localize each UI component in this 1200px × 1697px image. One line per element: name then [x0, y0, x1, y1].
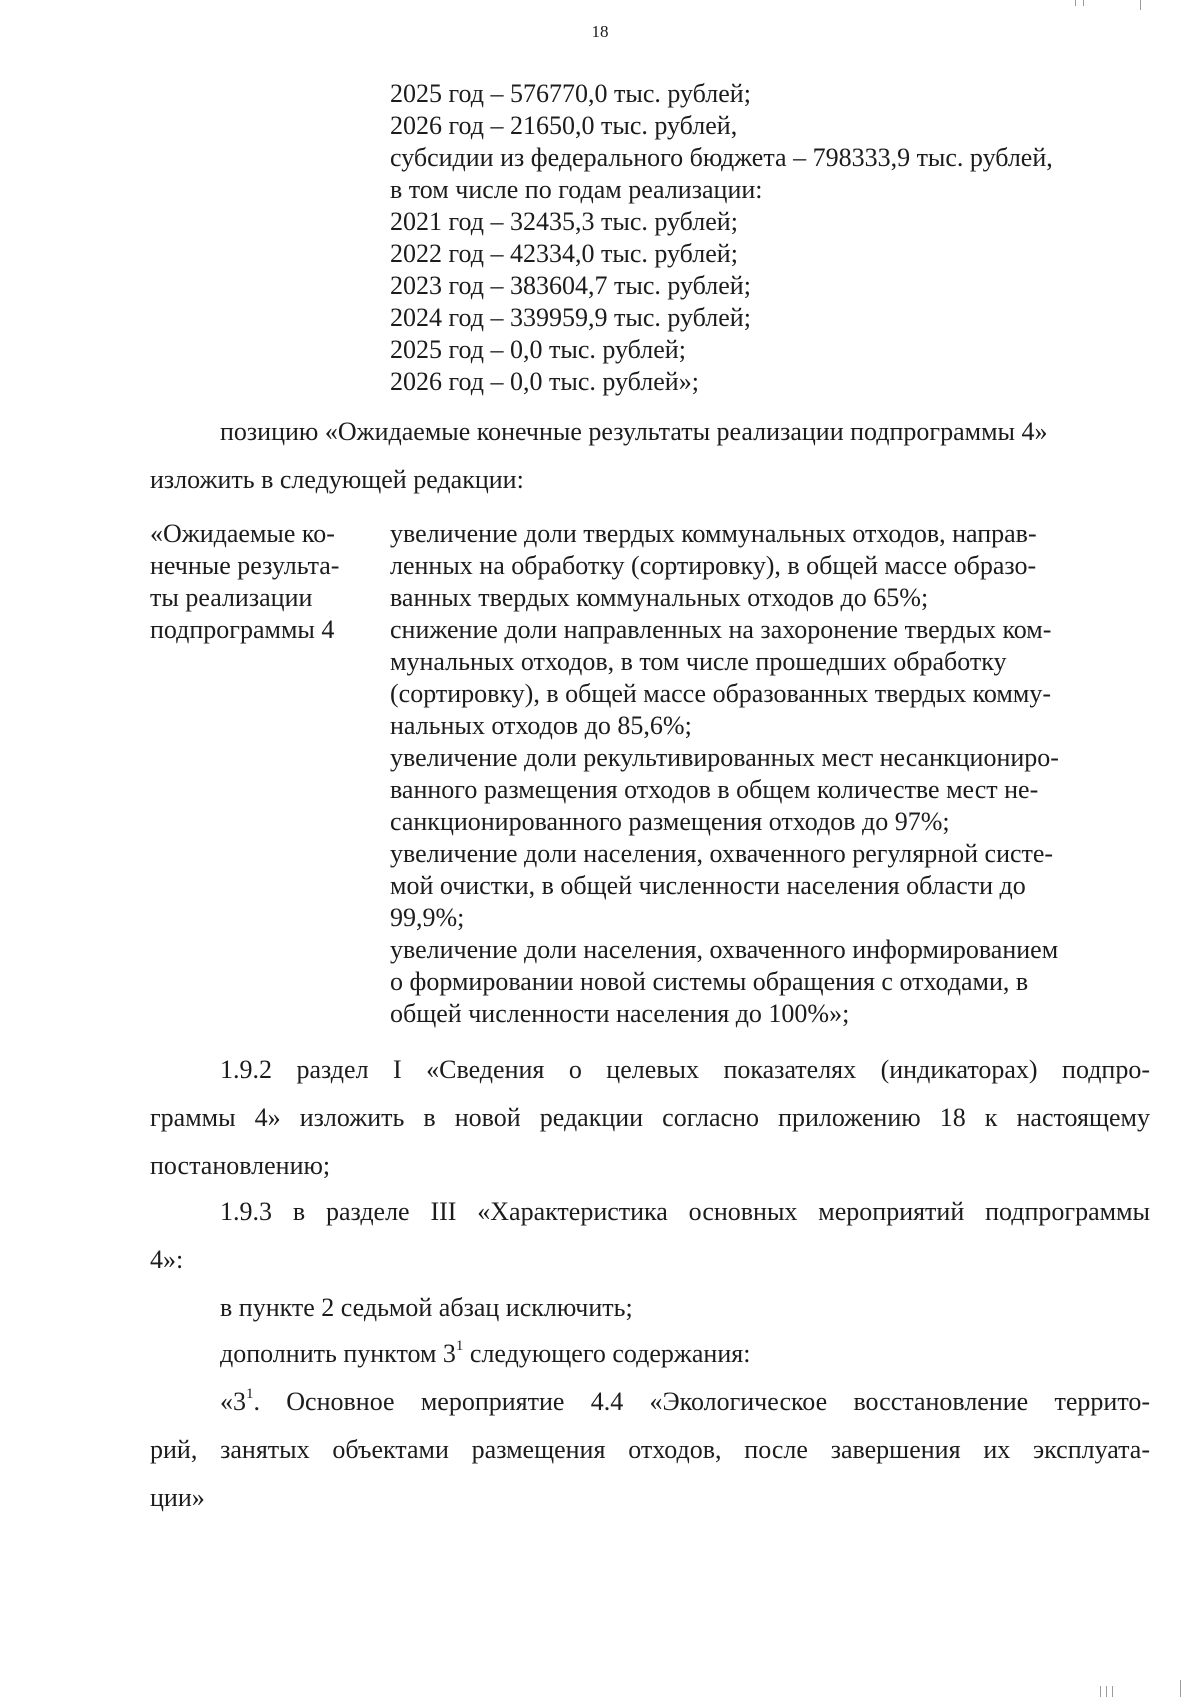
add-point-line	[220, 1338, 750, 1370]
results-line: увеличение доли твердых коммунальных отходов, направ-	[390, 519, 1037, 548]
results-line: ванных твердых коммунальных отходов до 65%;	[390, 583, 929, 612]
item-1-9-2-line: постановлению;	[150, 1151, 331, 1180]
results-line: (сортировку), в общей массе образованных твердых комму-	[390, 679, 1051, 708]
item-1-9-2-line: граммы 4» изложить в новой редакции согласно приложению 18 к настоящему	[150, 1103, 1150, 1132]
scan-artifact	[1112, 1686, 1113, 1697]
results-line: нальных отходов до 85,6%;	[390, 711, 692, 740]
results-line: санкционированного размещения отходов до 97%;	[390, 807, 950, 836]
new-point-line: ции»	[150, 1483, 205, 1512]
point-2-line: в пункте 2 седьмой абзац исключить;	[220, 1293, 633, 1322]
scan-artifact	[1140, 0, 1141, 10]
funding-list	[390, 78, 1150, 398]
scan-artifact	[1075, 0, 1076, 6]
scan-artifact	[1180, 1680, 1181, 1697]
add-point-text: дополнить пунктом 3	[220, 1339, 456, 1368]
funding-line: 2026 год – 0,0 тыс. рублей»;	[390, 367, 699, 396]
funding-line: в том числе по годам реализации:	[390, 175, 763, 204]
funding-line: 2025 год – 576770,0 тыс. рублей;	[390, 79, 751, 108]
results-line: мунальных отходов, в том числе прошедших обработку	[390, 647, 1007, 676]
item-1-9-3-line: 1.9.3 в разделе III «Характеристика основных мероприятий подпрограммы	[220, 1197, 1150, 1226]
funding-line: 2026 год – 21650,0 тыс. рублей,	[390, 111, 738, 140]
page-number: 18	[591, 22, 609, 41]
results-line: увеличение доли населения, охваченного регулярной систе-	[390, 839, 1054, 868]
results-label-line: подпрограммы 4	[150, 615, 335, 644]
position-intro-line: позицию «Ожидаемые конечные результаты реализации подпрограммы 4»	[220, 417, 1048, 446]
funding-line: 2021 год – 32435,3 тыс. рублей;	[390, 207, 738, 236]
item-1-9-3-line: 4»:	[150, 1245, 184, 1274]
results-label-line: «Ожидаемые ко-	[150, 519, 335, 548]
new-point-text: . Основное мероприятие 4.4 «Экологическое восстановление террито-	[253, 1387, 1150, 1416]
funding-line: субсидии из федерального бюджета – 798333,9 тыс. рублей,	[390, 143, 1053, 172]
results-content-cell	[390, 518, 1150, 1030]
funding-line: 2022 год – 42334,0 тыс. рублей;	[390, 239, 738, 268]
results-table	[150, 518, 1150, 1030]
results-line: общей численности населения до 100%»;	[390, 999, 850, 1028]
scan-artifact	[1100, 1686, 1101, 1697]
results-line: увеличение доли рекультивированных мест несанкциониро-	[390, 743, 1059, 772]
new-point-line: рий, занятых объектами размещения отходов, после завершения их эксплуата-	[150, 1435, 1150, 1464]
results-label-cell	[150, 518, 390, 1030]
results-label-line: ты реализации	[150, 583, 313, 612]
new-point-line	[220, 1386, 1150, 1418]
results-label-line: нечные результа-	[150, 551, 340, 580]
superscript: 1	[455, 1338, 464, 1355]
results-line: ленных на обработку (сортировку), в общей массе образо-	[390, 551, 1037, 580]
position-intro-line: изложить в следующей редакции:	[150, 465, 524, 494]
scan-artifact	[1106, 1686, 1107, 1697]
results-line: снижение доли направленных на захоронение твердых ком-	[390, 615, 1052, 644]
results-line: мой очистки, в общей численности населения области до	[390, 871, 1026, 900]
results-line: 99,9%;	[390, 903, 465, 932]
results-line: увеличение доли населения, охваченного информированием	[390, 935, 1059, 964]
superscript: 1	[246, 1386, 254, 1403]
add-point-text: следующего содержания:	[463, 1339, 751, 1368]
scan-artifact	[1083, 0, 1084, 6]
funding-line: 2024 год – 339959,9 тыс. рублей;	[390, 303, 751, 332]
funding-line: 2023 год – 383604,7 тыс. рублей;	[390, 271, 751, 300]
funding-line: 2025 год – 0,0 тыс. рублей;	[390, 335, 686, 364]
item-1-9-2-line: 1.9.2 раздел I «Сведения о целевых показателях (индикаторах) подпро-	[220, 1055, 1150, 1084]
new-point-text: «3	[220, 1387, 246, 1416]
results-line: о формировании новой системы обращения с отходами, в	[390, 967, 1029, 996]
results-line: ванного размещения отходов в общем количестве мест не-	[390, 775, 1039, 804]
